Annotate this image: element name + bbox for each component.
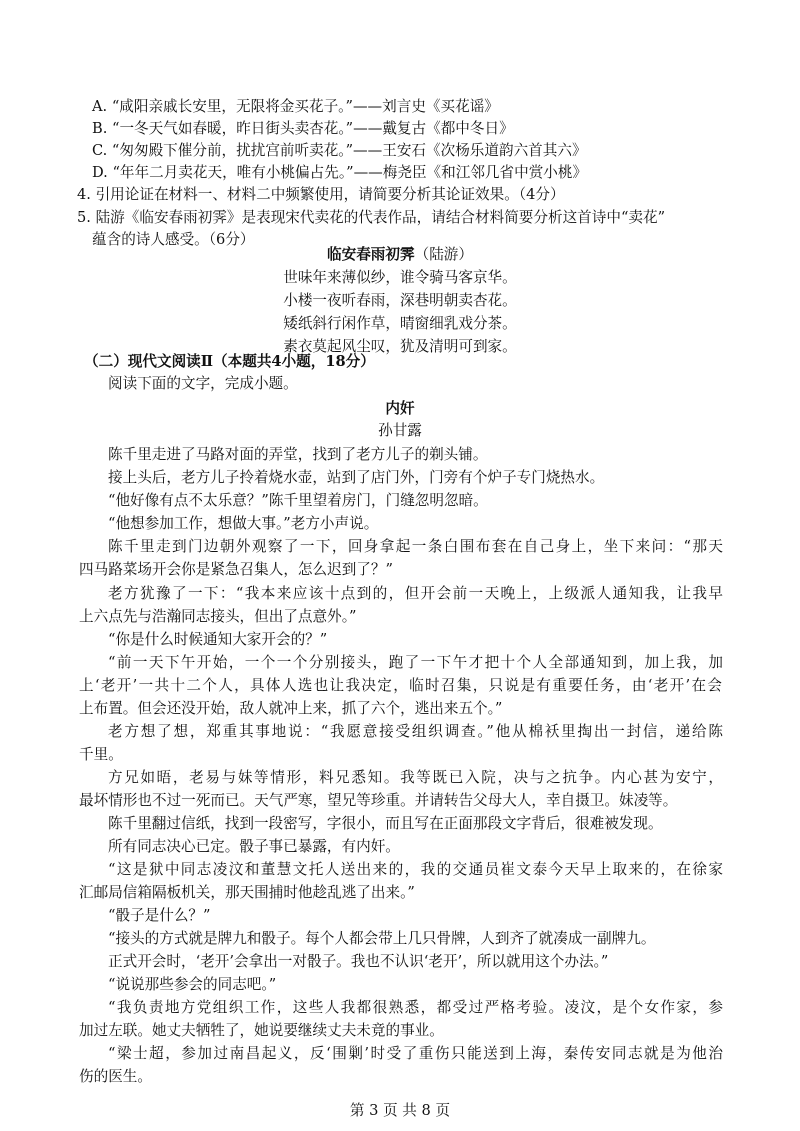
paragraph-line: 陈千里走进了马路对面的弄堂，找到了老方儿子的剃头铺。 (108, 446, 488, 463)
paragraph-line: “他好像有点不太乐意？”陈千里望着房门，门缝忽明忽暗。 (108, 492, 488, 509)
question-4: 4. 引用论证在材料一、材料二中频繁使用，请简要分析其论证效果。（4分） (77, 186, 565, 203)
poem-line: 素衣莫起风尘叹，犹及清明可到家。 (283, 338, 517, 355)
question-5-continued: 蕴含的诗人感受。（6分） (92, 231, 255, 248)
option-c: C. “匆匆殿下催分前，扰扰宫前听卖花。”——王安石《次杨乐道韵六首其六》 (92, 142, 587, 159)
paragraph-line: “骰子是什么？” (108, 907, 211, 924)
option-a: A. “咸阳亲戚长安里，无限将金买花子。”——刘言史《买花谣》 (92, 98, 499, 115)
poem-line: 世味年来薄似纱，谁令骑马客京华。 (283, 269, 517, 286)
article-author: 孙甘露 (378, 422, 422, 439)
paragraph-line: 汇邮局信箱隔板机关，那天围捕时他趁乱逃了出来。” (79, 884, 415, 901)
paragraph-line: “接头的方式就是牌九和骰子。每个人都会带上几只骨牌，人到齐了就凑成一副牌九。 (108, 930, 656, 947)
paragraph-line: 陈千里走到门边朝外观察了一下，回身拿起一条白围布套在自己身上，坐下来问：“那天 (108, 538, 723, 555)
paragraph-line: “他想参加工作，想做大事。”老方小声说。 (108, 515, 379, 532)
section-heading: （二）现代文阅读Ⅱ（本题共4小题，18分） (84, 353, 375, 370)
paragraph-line: “前一天下午开始，一个一个分别接头，跑了一下午才把十个人全部通知到，加上我，加 (108, 654, 723, 671)
poem-line: 矮纸斜行闲作草，晴窗细乳戏分茶。 (283, 315, 517, 332)
poem-title: 临安春雨初霁 (327, 246, 415, 263)
paragraph-line: “这是狱中同志凌汶和董慧文托人送出来的，我的交通员崔文泰今天早上取来的，在徐家 (108, 861, 723, 878)
paragraph-line: 伤的医生。 (79, 1068, 152, 1085)
paragraph-line: 上‘老开’一共十二个人，具体人选也让我决定，临时召集，只说是有重要任务，由‘老开’在会 (79, 677, 722, 694)
letter-line: 最坏情形也不过一死而已。天气严寒，望兄等珍重。并请转告父母大人，幸自摄卫。妹凌等。 (79, 792, 678, 809)
article-title: 内奸 (385, 400, 415, 417)
option-b: B. “一冬天气如春暖，昨日街头卖杏花。”——戴复古《都中冬日》 (92, 120, 514, 137)
paragraph-line: 上六点先与浩瀚同志接头，但出了点意外。” (79, 608, 357, 625)
paragraph-line: 上布置。但会还没开始，敌人就冲上来，抓了六个，逃出来五个。” (79, 700, 503, 717)
letter-line: 方兄如晤，老易与妹等情形，料兄悉知。我等既已入院，决与之抗争。内心甚为安宁， (108, 769, 723, 786)
paragraph-line: “说说那些参会的同志吧。” (108, 976, 277, 993)
poem-line: 小楼一夜听春雨，深巷明朝卖杏花。 (283, 292, 517, 309)
secret-message: 所有同志决心已定。骰子事已暴露，有内奸。 (108, 838, 400, 855)
paragraph-line: 老方犹豫了一下：“我本来应该十点到的，但开会前一天晚上，上级派人通知我，让我早 (108, 585, 723, 602)
instruction: 阅读下面的文字，完成小题。 (108, 375, 298, 392)
paragraph-line: 接上头后，老方儿子拎着烧水壶，站到了店门外，门旁有个炉子专门烧热水。 (108, 469, 605, 486)
paragraph-line: 老方想了想，郑重其事地说：“我愿意接受组织调查。”他从棉袄里掏出一封信，递给陈 (108, 723, 723, 740)
poem-author: （陆游） (414, 246, 473, 263)
paragraph-line: “你是什么时候通知大家开会的？” (108, 631, 328, 648)
paragraph-line: “梁士超，参加过南昌起义，反‘围剿’时受了重伤只能送到上海，秦传安同志就是为他治 (108, 1045, 723, 1062)
question-5: 5. 陆游《临安春雨初霁》是表现宋代卖花的代表作品，请结合材料简要分析这首诗中“卖花” (77, 209, 666, 226)
paragraph-line: 陈千里翻过信纸，找到一段密写，字很小，而且写在正面那段文字背后，很难被发现。 (108, 815, 663, 832)
paragraph-line: 加过左联。她丈夫牺牲了，她说要继续丈夫未竟的事业。 (79, 1022, 444, 1039)
page-number: 第 3 页 共 8 页 (349, 1102, 451, 1119)
paragraph-line: 四马路菜场开会你是紧急召集人，怎么迟到了？” (79, 561, 393, 578)
paragraph-line: 千里。 (79, 746, 123, 763)
option-d: D. “年年二月卖花天，唯有小桃偏占先。”——梅尧臣《和江邻几省中赏小桃》 (92, 164, 588, 181)
paragraph-line: “我负责地方党组织工作，这些人我都很熟悉，都受过严格考验。凌汶，是个女作家，参 (108, 999, 723, 1016)
paragraph-line: 正式开会时，‘老开’会拿出一对骰子。我也不认识‘老开’，所以就用这个办法。” (108, 953, 609, 970)
poem-heading (0, 245, 800, 265)
